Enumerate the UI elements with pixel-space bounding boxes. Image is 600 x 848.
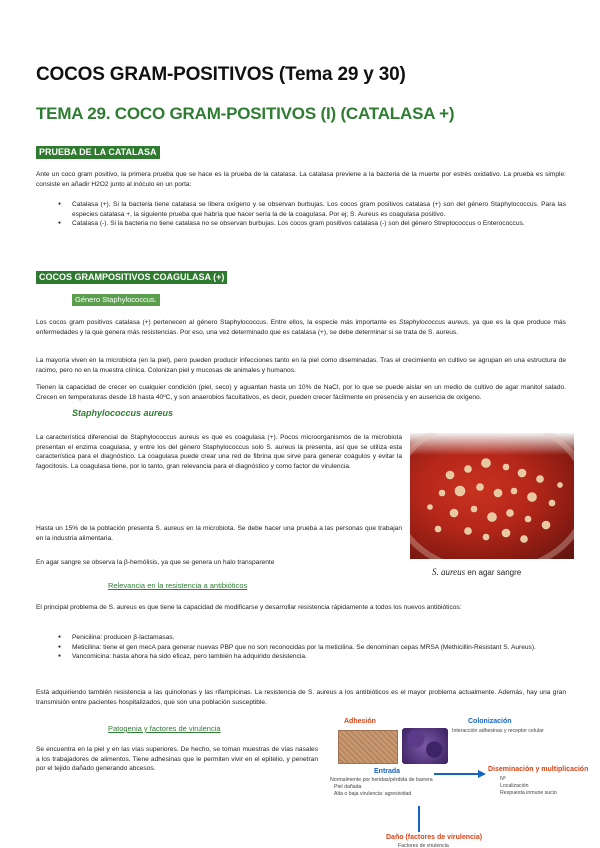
coagulasa-heading: COCOS GRAMPOSITIVOS COAGULASA (+) [36, 271, 227, 284]
resistencia-heading: Relevancia en la resistencia a antibióticos [108, 581, 248, 590]
adhesion-label: Adhesión [344, 718, 376, 725]
patogenia-p1: Se encuentra en la piel y en las vías superiores. De hecho, se toman muestras de vías nasales a los trabajadores de alimentos. Tiene adhesinas que le permiten vivir en el epitelio, y penetran por el tejido dañado generando abcesos. [36, 746, 318, 772]
staphylococcus-subheading: Género Staphylococcus. [72, 294, 160, 306]
bacteria-image [402, 728, 448, 764]
skin-tissue-image [338, 730, 398, 764]
photo-caption: S. aureus en agar sangre [432, 567, 522, 577]
list-item: ● Meticilina: tiene el gen mecA para generar nuevas PBP que no son reconocidas por la meticilina. Se denominan cepas MRSA (Methicillin-Resistant S. Aureus). [58, 643, 566, 653]
aureus-p3: En agar sangre se observa la β-hemólisis, ya que se genera un halo transparente [36, 559, 275, 566]
entrada-label: Entrada [374, 768, 401, 775]
colonies-icon [410, 433, 574, 559]
aureus-p1: La característica diferencial de Staphylococcus aureus es que es coagulasa (+). Pocos microorganismos de la microbiota presentan el enzima coagulasa, y entre los del género Staphylococcus solo S. aureus la presenta, así que se utiliza esta característica para el diagnóstico. La coagulasa puede crear una red de fibrina que sirve para generar coágulos y evitar la fagocitosis. La coagulasa tiene, por lo tanto, gran relevancia para el diagnóstico y como factor de virulencia. [36, 434, 402, 470]
diseminacion-label: Diseminación y multiplicación [488, 766, 589, 773]
diseminacion-sub-1: Nº [500, 776, 506, 782]
aureus-heading: Staphylococcus aureus [72, 408, 174, 418]
diseminacion-sub-3: Respuesta inmune sucio [500, 790, 557, 796]
colonizacion-label: Colonización [468, 718, 512, 725]
coagulasa-p2: La mayoría viven en la microbiota (en la piel), pero pueden producir infecciones tanto en la piel como diseminadas. Tras el crecimiento en cultivo se agrupan en una estructura de racimo, pero no en la muestra clínica. Colonizan piel y mucosas de animales y humanos. [36, 357, 566, 374]
catalasa-bullets [58, 200, 566, 229]
entrada-sub-2: Piel dañada [334, 784, 362, 790]
list-item: ● Vancomicina: hasta ahora ha sido eficaz, pero también ha adquirido desistencia. [58, 652, 566, 662]
aureus-p2: Hasta un 15% de la población presenta S. aureus en la microbiota. Se debe hacer una prueba a las personas que trabajan en la industria alimentaria. [36, 525, 402, 542]
resistencia-intro: El principal problema de S. aureus es que tiene la capacidad de modificarse y desarrollar resistencia rápidamente a todos los nuevos antibióticos: [36, 604, 462, 611]
coagulasa-p1: Los cocos gram positivos catalasa (+) pertenecen al género Staphylococcus. Entre ellos, la especie más importante es Staphylococcus aureus, ya que es la que produce más enfermedades y la que genera más resistencias. Por eso, una vez determinado que es catalasa (+), se debe determinar si se trata de S. aureus. [36, 319, 566, 336]
list-item: ● Catalasa (+). Si la bacteria tiene catalasa se libera oxígeno y se observan burbujas. Los cocos gram positivos catalasa (+) son del género Staphylococcus. Para las especies catalasa +, la siguiente prueba que habría que hacer sería la de la coagulasa. Por ej; S. Aureus es coagulasa positivo. [58, 200, 566, 219]
chapter-title: TEMA 29. COCO GRAM-POSITIVOS (I) (CATALASA +) [36, 104, 455, 123]
entrada-sub-3: Alta o baja virulencia: agresividad [334, 791, 412, 797]
resistencia-bullets [58, 633, 566, 662]
agar-plate-photo [410, 433, 574, 559]
arrow-down [418, 806, 420, 832]
entrada-sub-1: Normalmente por heridas/pérdida de barrera [330, 777, 433, 783]
arrow-right [434, 773, 480, 775]
list-item: ● Catalasa (-). Si la bacteria no tiene catalasa no se observan burbujas. Los cocos gram positivos catalasa (-) son del género Streptococcus o Enterococcus. [58, 219, 566, 229]
dano-label: Daño (factores de virulencia) [386, 834, 483, 841]
dano-sub: Factores de virulencia [398, 843, 449, 848]
catalasa-intro: Ante un coco gram positivo, la primera prueba que se hace es la prueba de la catalasa. La catalasa previene a la bacteria de la muerte por estrés oxidativo. La prueba es simple: consiste en añadir H2O2 junto al inóculo en un porta: [36, 171, 566, 188]
diseminacion-sub-2: Localización [500, 783, 529, 789]
resistencia-end: Está adquiriendo también resistencia a las quinolonas y las rifampicinas. La resistencia de S. aureus a los antibióticos es el mayor problema actualmente. Además, hay una gran transmisión entre pacientes hospitalizados, que son una población susceptible. [36, 689, 566, 706]
arrow-head-icon [478, 770, 486, 778]
patogenia-heading: Patogenia y factores de virulencia [108, 724, 221, 733]
coagulasa-p3: Tienen la capacidad de crecer en cualquier condición (piel, seco) y aguantan hasta un 10% de NaCl, por lo que se puede aislar en un medio de cultivo de agar manitol salado. Crecen en temperaturas desde 18 hasta 40ºC, y son anaerobios facultativos, es decir, pueden crecer fácilmente en presencia y en ausencia de oxígeno. [36, 384, 566, 401]
colonizacion-sub: Interacción adhesinas y receptor celular [452, 728, 544, 734]
list-item: ● Penicilina: producen β-lactamasas. [58, 633, 566, 643]
catalasa-heading: PRUEBA DE LA CATALASA [36, 146, 160, 159]
page-title: COCOS GRAM-POSITIVOS (Tema 29 y 30) [36, 64, 406, 85]
pathogenesis-figure [330, 718, 589, 848]
